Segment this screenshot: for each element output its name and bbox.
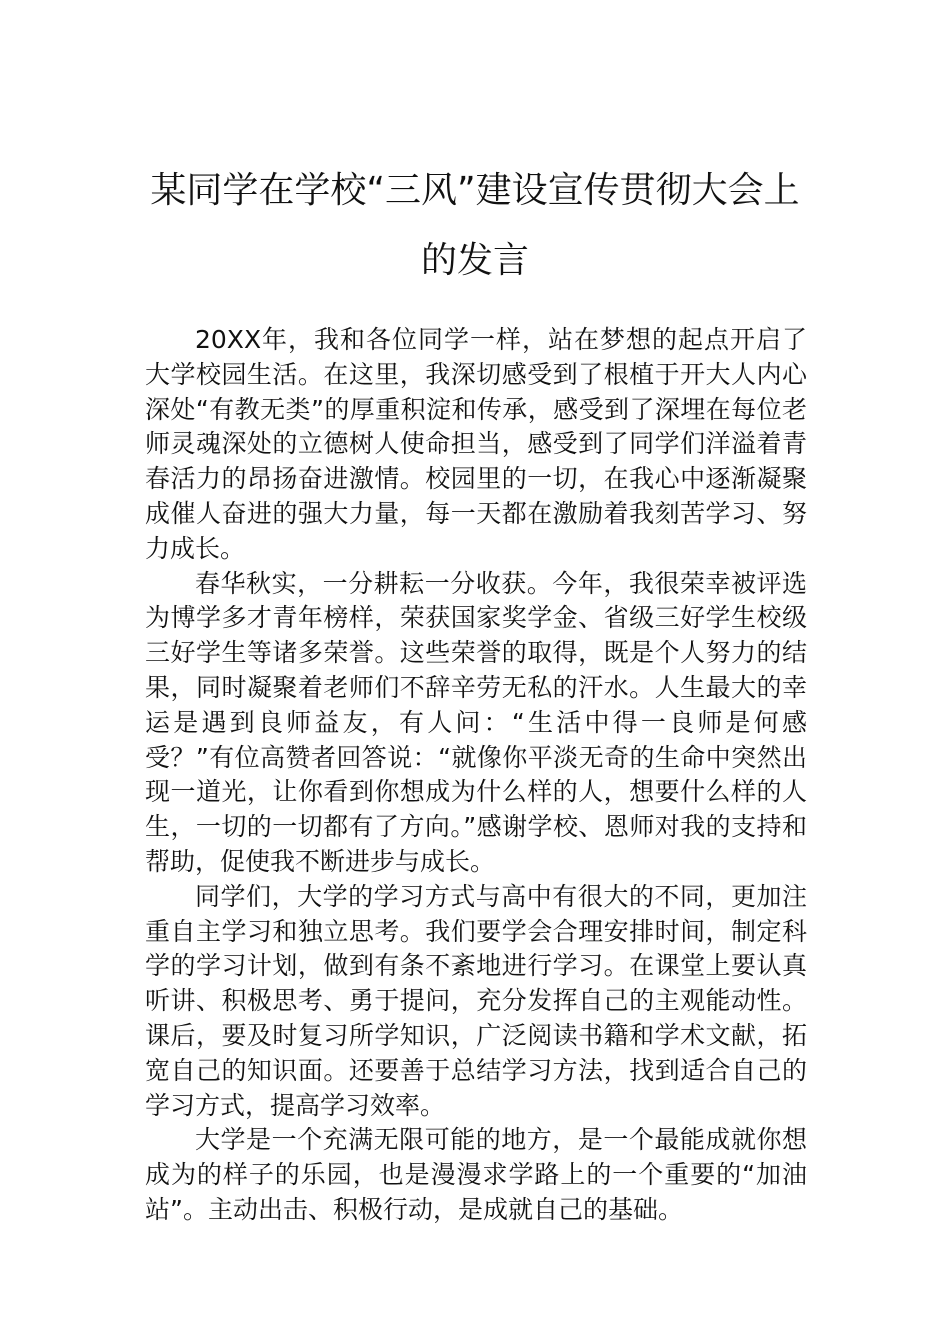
paragraph-3: 同学们，大学的学习方式与高中有很大的不同，更加注重自主学习和独立思考。我们要学会合理安排时间，制定科学的学习计划，做到有条不紊地进行学习。在课堂上要认真听讲、积极思考、勇于提问，充分发挥自己的主观能动性。课后，要及时复习所学知识，广泛阅读书籍和学术文献，拓宽自己的知识面。还要善于总结学习方法，找到适合自己的学习方式，提高学习效率。 <box>145 881 807 1120</box>
paragraph-2: 春华秋实，一分耕耘一分收获。今年，我很荣幸被评选为博学多才青年榜样，荣获国家奖学金、省级三好学生校级三好学生等诸多荣誉。这些荣誉的取得，既是个人努力的结果，同时凝聚着老师们不辞辛劳无私的汗水。人生最大的幸运是遇到良师益友，有人问：“生活中得一良师是何感受？”有位高赞者回答说：“就像你平淡无奇的生命中突然出现一道光，让你看到你想成为什么样的人，想要什么样的人生，一切的一切都有了方向。”感谢学校、恩师对我的支持和帮助，促使我不断进步与成长。 <box>145 568 807 876</box>
paragraph-4: 大学是一个充满无限可能的地方，是一个最能成就你想成为的样子的乐园，也是漫漫求学路上的一个重要的“加油站”。主动出击、积极行动，是成就自己的基础。 <box>145 1125 807 1224</box>
document-title: 某同学在学校“三风”建设宣传贯彻大会上的发言 <box>150 170 800 281</box>
document-body <box>145 323 807 1228</box>
paragraph-1: 20XX年，我和各位同学一样，站在梦想的起点开启了大学校园生活。在这里，我深切感受到了根植于开大人内心深处“有教无类”的厚重积淀和传承，感受到了深埋在每位老师灵魂深处的立德树人使命担当，感受到了同学们洋溢着青春活力的昂扬奋进激情。校园里的一切，在我心中逐渐凝聚成催人奋进的强大力量，每一天都在激励着我刻苦学习、努力成长。 <box>145 325 807 563</box>
